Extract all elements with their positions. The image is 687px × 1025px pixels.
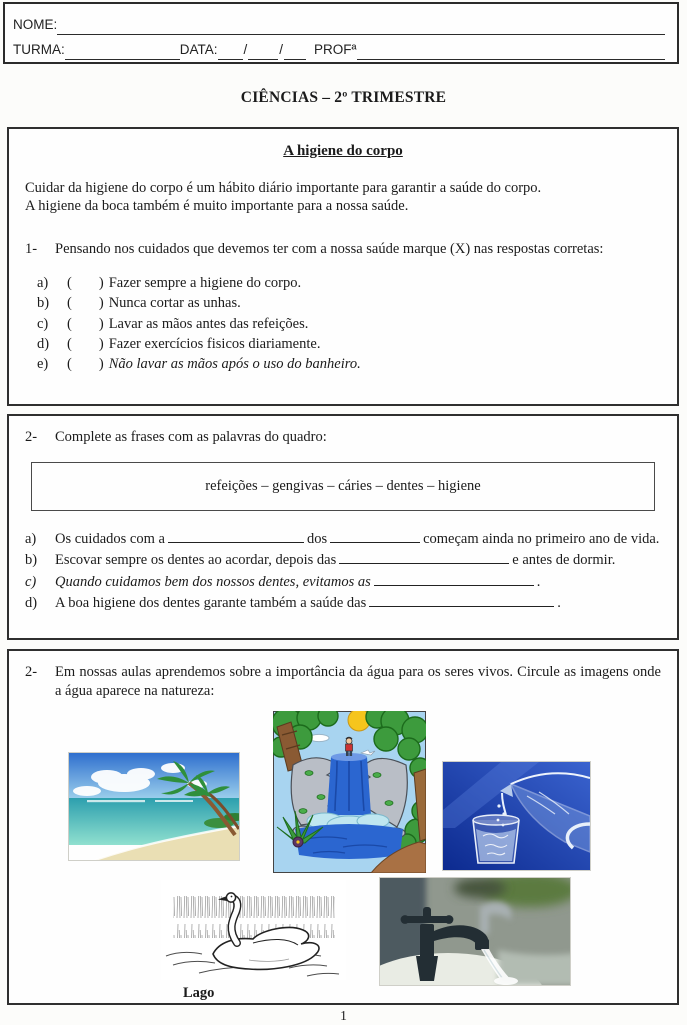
swan-lake-image: [161, 880, 346, 980]
name-label: NOME:: [13, 17, 58, 33]
checkbox-blank: [72, 315, 99, 334]
section-water-nature: [7, 649, 679, 1005]
section-complete-sentences: [7, 414, 679, 640]
fill-in-items: [25, 530, 661, 613]
option-text: Fazer sempre a higiene do corpo.: [108, 275, 302, 292]
option-row-d: [37, 335, 661, 354]
option-text: Lavar as mãos antes das refeições.: [108, 315, 309, 332]
item-letter: d): [25, 594, 38, 611]
date-slash: /: [243, 42, 248, 58]
section-heading: A higiene do corpo: [283, 143, 403, 159]
checkbox-blank: [72, 294, 99, 313]
item-text: A boa higiene dos dentes garante também a saúde das: [55, 594, 367, 611]
item-text: começam ainda no primeiro ano de vida.: [423, 530, 660, 547]
word-bank-box: [31, 462, 655, 511]
checkbox-blank: [72, 355, 99, 374]
option-row-e: [37, 355, 661, 374]
option-letter: d): [37, 336, 50, 353]
option-letter: c): [37, 315, 49, 332]
name-blank-line: [57, 19, 665, 35]
date-slash: /: [279, 42, 284, 58]
item-text: Escovar sempre os dentes ao acordar, depois das: [55, 552, 337, 569]
option-text: Nunca cortar as unhas.: [108, 295, 241, 312]
item-text: dos: [306, 530, 328, 547]
item-letter: c): [25, 573, 37, 590]
paren-close: ): [98, 315, 104, 332]
fill-item-b: [25, 551, 661, 570]
paren-close: ): [98, 336, 104, 353]
question-number: 2-: [25, 664, 38, 680]
item-text: Os cuidados com a: [55, 530, 165, 547]
question-3: [25, 663, 661, 701]
question-2: [25, 428, 661, 447]
paren-open: (: [67, 275, 72, 292]
name-row: [13, 10, 665, 35]
images-area: [25, 707, 661, 1005]
date-month-blank: [248, 44, 278, 60]
option-text: Não lavar as mãos após o uso do banheiro.: [108, 356, 361, 373]
paren-close: ): [98, 295, 104, 312]
checkbox-blank: [72, 335, 99, 354]
blank-line: [330, 530, 420, 543]
checkbox-blank: [72, 274, 99, 293]
question-number: 2-: [25, 429, 38, 445]
option-letter: b): [37, 295, 50, 312]
blank-line: [374, 573, 534, 586]
paren-open: (: [67, 336, 72, 353]
page-number: 1: [340, 1008, 347, 1023]
worksheet-title: CIÊNCIAS – 2º TRIMESTRE: [240, 89, 447, 106]
fill-item-d: [25, 594, 661, 613]
section-hygiene: [7, 127, 679, 406]
paren-close: ): [98, 356, 104, 373]
item-text: e antes de dormir.: [512, 552, 616, 569]
item-letter: b): [25, 552, 38, 569]
item-text: .: [557, 594, 561, 611]
fill-item-a: [25, 530, 661, 549]
paren-open: (: [67, 295, 72, 312]
water-glass-image: [443, 762, 590, 870]
class-blank-line: [65, 44, 180, 60]
date-year-blank: [284, 44, 306, 60]
class-label: TURMA:: [13, 42, 65, 58]
question-text: Pensando nos cuidados que devemos ter com a nossa saúde marque (X) nas respostas corretas:: [55, 241, 604, 258]
intro-paragraph: [25, 179, 661, 217]
item-letter: a): [25, 530, 37, 547]
intro-line-1: Cuidar da higiene do corpo é um hábito diário importante para garantir a saúde do corpo.: [25, 179, 542, 196]
word-bank-words: refeições – gengivas – cáries – dentes – higiene: [205, 477, 481, 494]
date-day-blank: [218, 44, 243, 60]
blank-line: [339, 551, 509, 564]
teacher-blank-line: [357, 44, 665, 60]
paren-open: (: [67, 315, 72, 332]
option-text: Fazer exercícios fisicos diariamente.: [108, 336, 321, 353]
option-letter: e): [37, 356, 49, 373]
student-header-box: [3, 2, 679, 64]
option-row-c: [37, 315, 661, 334]
class-date-row: [13, 35, 665, 60]
option-row-a: [37, 274, 661, 293]
blank-line: [168, 530, 304, 543]
paren-open: (: [67, 356, 72, 373]
beach-image: [69, 753, 239, 860]
faucet-image: [380, 878, 570, 985]
blank-line: [369, 594, 554, 607]
option-row-b: [37, 294, 661, 313]
lake-caption: Lago: [183, 984, 215, 1001]
intro-line-2: A higiene da boca também é muito importante para a nossa saúde.: [25, 198, 409, 215]
checkbox-options: [37, 274, 661, 374]
fill-item-c: [25, 573, 661, 592]
question-number: 1-: [25, 241, 38, 258]
item-text: Quando cuidamos bem dos nossos dentes, evitamos as: [55, 573, 371, 590]
date-label: DATA:: [179, 42, 218, 58]
option-letter: a): [37, 275, 49, 292]
paren-close: ): [98, 275, 104, 292]
teacher-label: PROFª: [314, 42, 357, 58]
waterfall-image: [273, 711, 426, 873]
question-1: [25, 240, 661, 259]
question-text: Em nossas aulas aprendemos sobre a importância da água para os seres vivos. Circule as imagens onde a água aparece na natureza:: [55, 664, 661, 699]
item-text: .: [536, 573, 541, 590]
question-text: Complete as frases com as palavras do quadro:: [55, 429, 327, 445]
